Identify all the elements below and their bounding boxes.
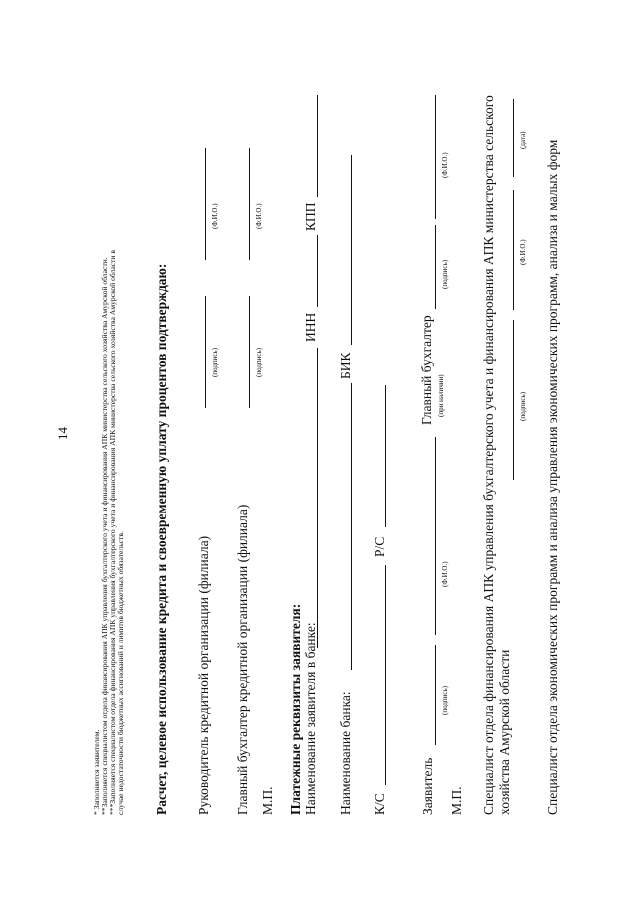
rs-label: Р/С [372,536,387,557]
chief-accountant-name-caption: (Ф.И.О.) [441,152,449,178]
stamp-place-1: М.П. [260,786,275,815]
head-label: Руководитель кредитной организации (филиала) [196,535,211,815]
bank-name-label: Наименование заявителя в банке: [303,622,318,815]
rs-line [385,385,386,527]
inn-line [317,235,318,307]
chief-accountant-name-line [435,95,436,219]
specialist-date-caption: (дата) [519,131,527,149]
footnote-1: * Заполняется заявителем. [92,729,101,815]
accountant-name-caption: (Ф.И.О.) [255,203,263,229]
confirm-heading: Расчет, целевое использование кредита и своевременную уплату процентов подтверждаю: [154,263,169,815]
specialist-2-line-1: Специалист отдела экономических программ и анализа управления экономических программ, анализа и малых форм [545,139,560,815]
footnote-3: ***Заполняется специалистом отдела финансирования АПК управления бухгалтерского учета и финансирования АПК министерства сельского хозяйства Амурской области в [108,250,117,815]
chief-accountant-signature-caption: (подпись) [441,259,449,289]
payment-heading: Платежные реквизиты заявителя: [288,603,303,815]
bank-line [351,383,352,670]
footnote-2: **Заполняется специалистом отдела финансирования АПК управления бухгалтерского учета и финансирования АПК министерства сельского хозяйства Амурской области. [100,257,109,815]
specialist-1-line-2: хозяйства Амурской области [497,649,512,815]
page-number: 14 [55,427,70,440]
applicant-signature-line [435,645,436,745]
applicant-signature-caption: (подпись) [441,685,449,715]
ks-line [385,565,386,785]
specialist-1-line-1: Специалист отдела финансирования АПК управления бухгалтерского учета и финансирования АПК министерства сельского [481,95,496,815]
head-name-caption: (Ф.И.О.) [211,203,219,229]
accountant-signature-line [249,296,250,408]
ks-label: К/С [372,793,387,815]
bank-name-line [317,348,318,648]
head-signature-caption: (подпись) [211,347,219,377]
kpp-label: КПП [303,202,318,231]
chief-accountant-signature-line [435,225,436,309]
accountant-name-line [249,148,250,260]
accountant-signature-caption: (подпись) [255,347,263,377]
inn-label: ИНН [303,312,318,342]
applicant-name-caption: (Ф.И.О.) [441,561,449,587]
head-signature-line [205,296,206,408]
applicant-label: Заявитель [420,757,435,815]
specialist-signature-caption: (подпись) [519,391,527,421]
specialist-name-line [513,190,514,310]
footnote-4: случае недостаточности бюджетных ассигнований и лимитов бюджетных обязательств. [116,531,125,815]
kpp-line [317,95,318,197]
bank-label: Наименование банка: [338,691,353,815]
stamp-place-2: М.П. [449,786,464,815]
specialist-signature-line [513,320,514,480]
if-any-caption: (при наличии) [437,374,445,417]
specialist-date-line [513,99,514,177]
chief-accountant-label: Главный бухгалтер [419,315,434,425]
accountant-label: Главный бухгалтер кредитной организации (филиала) [235,504,250,815]
specialist-name-caption: (Ф.И.О.) [519,239,527,265]
head-name-line [205,148,206,260]
applicant-name-line [435,437,436,635]
bik-label: БИК [338,352,353,379]
bik-line [351,155,352,345]
